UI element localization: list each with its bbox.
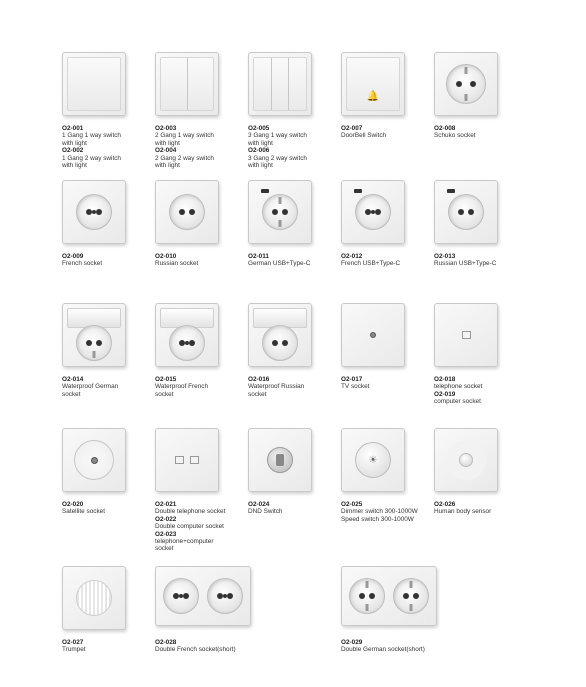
schuko-socket-icon — [76, 325, 112, 361]
russian-socket-icon — [448, 194, 484, 230]
product-code: O2-029 — [341, 639, 363, 646]
rj-port-icon — [462, 331, 471, 339]
socket-plate-waterproof-german — [62, 303, 126, 367]
product-code: O2-003 — [155, 125, 177, 132]
double-german-socket-plate — [341, 566, 437, 626]
rj-port-icon — [190, 456, 199, 464]
product-o2-025 — [341, 428, 427, 523]
product-o2-008 — [434, 52, 520, 140]
product-desc: Human body sensor — [434, 508, 492, 516]
bell-icon: 🔔 — [366, 91, 380, 103]
sensor-plate — [434, 428, 498, 492]
product-o2-009 — [62, 180, 148, 268]
product-code: O2-027 — [62, 639, 84, 646]
product-o2-007 — [341, 52, 427, 140]
socket-plate-schuko — [434, 52, 498, 116]
usb-port-icon — [447, 189, 455, 193]
product-code: O2-019 — [434, 390, 456, 398]
product-code: O2-018 — [434, 376, 456, 383]
product-o2-024 — [248, 428, 334, 516]
product-o2-005 — [248, 52, 334, 169]
socket-plate-russian — [155, 180, 219, 244]
product-desc: DND Switch — [248, 508, 283, 516]
telephone-socket-plate — [434, 303, 498, 367]
product-code: O2-008 — [434, 125, 456, 132]
satellite-port-icon — [91, 457, 98, 464]
product-o2-020 — [62, 428, 148, 516]
product-code: O2-002 — [62, 147, 84, 155]
socket-plate-russian-usb — [434, 180, 498, 244]
product-code: O2-020 — [62, 501, 84, 508]
product-o2-021 — [155, 428, 241, 553]
sensor-lens-icon — [459, 453, 473, 467]
product-code: O2-028 — [155, 639, 177, 646]
product-desc: Double computer socket — [155, 523, 224, 531]
product-o2-014 — [62, 303, 148, 398]
switch-plate-1-gang — [62, 52, 126, 116]
doorbell-plate — [341, 52, 405, 116]
product-code: O2-021 — [155, 501, 177, 508]
russian-socket-icon — [262, 325, 298, 361]
product-o2-011 — [248, 180, 334, 268]
schuko-socket-icon — [262, 194, 298, 230]
tv-socket-plate — [341, 303, 405, 367]
product-desc: Satellite socket — [62, 508, 105, 516]
product-desc: Double French socket(short) — [155, 646, 236, 654]
product-desc: 2 Gang 2 way switch with light — [155, 154, 214, 170]
product-desc: French socket — [62, 260, 103, 268]
speaker-grille-icon — [76, 580, 112, 616]
product-code: O2-024 — [248, 501, 270, 508]
product-desc: Double telephone socket — [155, 508, 226, 516]
french-socket-icon — [355, 194, 391, 230]
socket-plate-french-usb — [341, 180, 405, 244]
product-code: O2-023 — [155, 530, 177, 538]
dimmer-switch-plate — [341, 428, 405, 492]
product-desc: telephone socket — [434, 383, 483, 391]
double-french-socket-plate — [155, 566, 251, 626]
product-desc: computer socket — [434, 398, 481, 406]
product-code: O2-010 — [155, 253, 177, 260]
switch-plate-3-gang — [248, 52, 312, 116]
dimmer-icon: ☀ — [355, 442, 391, 478]
product-desc: 1 Gang 1 way switch with light — [62, 132, 121, 147]
product-desc: telephone+computer socket — [155, 538, 214, 553]
product-desc: TV socket — [341, 383, 370, 391]
french-socket-icon — [76, 194, 112, 230]
french-socket-icon — [163, 578, 199, 614]
product-code: O2-016 — [248, 376, 270, 383]
product-o2-013 — [434, 180, 520, 268]
product-code: O2-004 — [155, 147, 177, 155]
french-socket-icon — [207, 578, 243, 614]
french-socket-icon — [169, 325, 205, 361]
product-code: O2-005 — [248, 125, 270, 132]
product-o2-016 — [248, 303, 334, 398]
socket-plate-french — [62, 180, 126, 244]
product-desc: 3 Gang 2 way switch with light — [248, 154, 307, 170]
product-desc: German USB+Type-C — [248, 260, 311, 268]
product-code: O2-012 — [341, 253, 363, 260]
product-code: O2-022 — [155, 515, 177, 523]
product-desc: French USB+Type-C — [341, 260, 401, 268]
product-desc: Schuko socket — [434, 132, 476, 140]
schuko-socket-icon — [393, 578, 429, 614]
product-o2-026 — [434, 428, 520, 516]
product-code: O2-015 — [155, 376, 177, 383]
schuko-socket-icon — [349, 578, 385, 614]
trumpet-plate — [62, 566, 126, 630]
product-desc: Russian USB+Type-C — [434, 260, 497, 268]
product-o2-003 — [155, 52, 241, 169]
rj-port-icon — [175, 456, 184, 464]
double-telephone-socket-plate — [155, 428, 219, 492]
product-o2-010 — [155, 180, 241, 268]
usb-port-icon — [261, 189, 269, 193]
product-desc: 3 Gang 1 way switch with light — [248, 132, 307, 147]
dnd-switch-plate — [248, 428, 312, 492]
product-code: O2-007 — [341, 125, 363, 132]
product-desc: Double German socket(short) — [341, 646, 425, 654]
product-o2-027 — [62, 566, 148, 654]
socket-plate-waterproof-russian — [248, 303, 312, 367]
product-desc: Russian socket — [155, 260, 199, 268]
product-desc: Waterproof Russian socket — [248, 383, 305, 398]
product-o2-015 — [155, 303, 241, 398]
russian-socket-icon — [169, 194, 205, 230]
product-desc: DoorBell Switch — [341, 132, 387, 140]
product-desc: Waterproof German socket — [62, 383, 119, 398]
product-desc: Waterproof French socket — [155, 383, 209, 398]
schuko-socket-icon — [446, 64, 486, 104]
socket-plate-german-usb — [248, 180, 312, 244]
product-o2-001 — [62, 52, 148, 169]
product-desc: Dimmer switch 300-1000W Speed switch 300-1000W — [341, 508, 418, 523]
product-desc: 1 Gang 2 way switch with light — [62, 154, 121, 170]
product-code: O2-014 — [62, 376, 84, 383]
knob-icon — [267, 447, 293, 473]
product-o2-017 — [341, 303, 427, 391]
product-code: O2-011 — [248, 253, 269, 260]
product-code: O2-017 — [341, 376, 363, 383]
usb-port-icon — [354, 189, 362, 193]
tv-port-icon — [370, 332, 376, 338]
product-o2-028 — [155, 566, 315, 654]
product-code: O2-013 — [434, 253, 456, 260]
product-code: O2-026 — [434, 501, 456, 508]
product-code: O2-001 — [62, 125, 84, 132]
product-desc: Trumpet — [62, 646, 86, 654]
product-o2-012 — [341, 180, 427, 268]
product-code: O2-006 — [248, 147, 270, 155]
product-o2-018 — [434, 303, 520, 406]
switch-plate-2-gang — [155, 52, 219, 116]
product-desc: 2 Gang 1 way switch with light — [155, 132, 214, 147]
socket-plate-waterproof-french — [155, 303, 219, 367]
product-code: O2-025 — [341, 501, 363, 508]
satellite-socket-plate — [62, 428, 126, 492]
product-code: O2-009 — [62, 253, 84, 260]
product-o2-029 — [341, 566, 501, 654]
